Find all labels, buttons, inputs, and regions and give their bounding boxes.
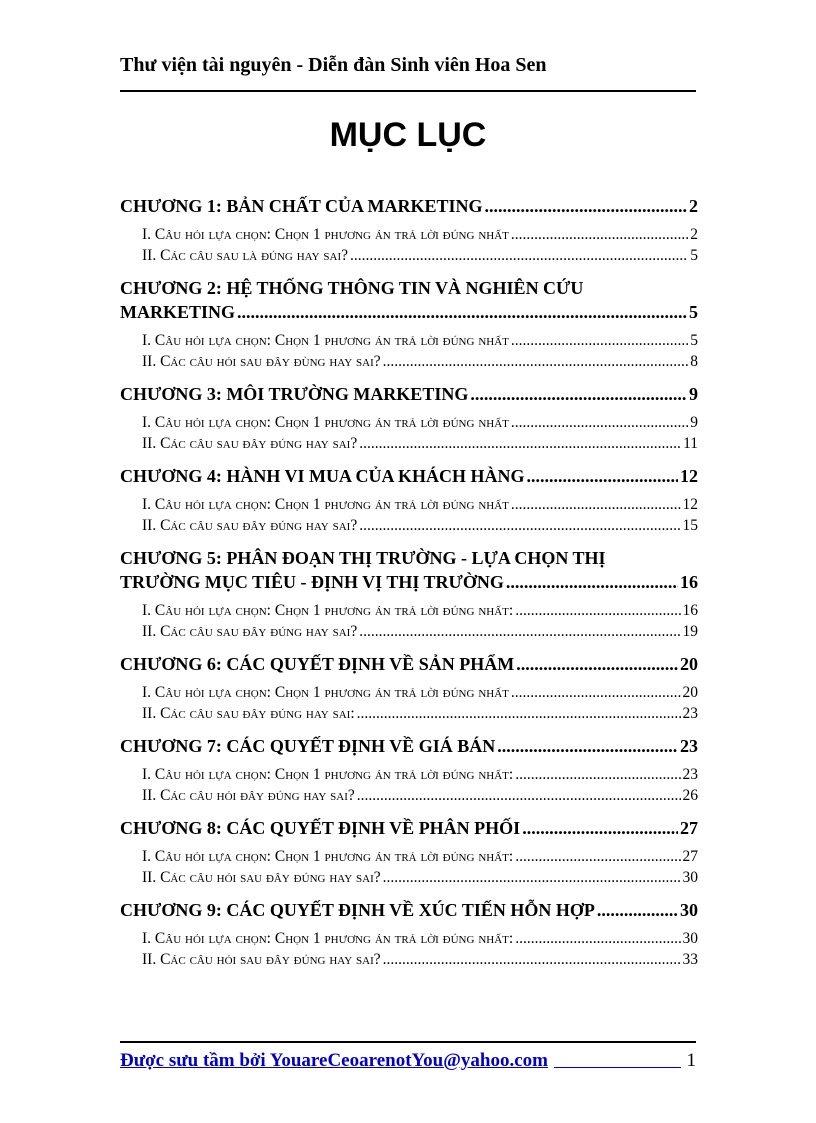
subsection-title: I. Câu hỏi lựa chọn: Chọn 1 phương án trả lời đúng nhất (142, 226, 509, 243)
footer-underline (554, 1066, 681, 1068)
dot-leader (485, 194, 687, 218)
subsection-title: I. Câu hỏi lựa chọn: Chọn 1 phương án trả lời đúng nhất: (142, 930, 514, 947)
subsection-title: I. Câu hỏi lựa chọn: Chọn 1 phương án trả lời đúng nhất (142, 414, 509, 431)
dot-leader (383, 351, 689, 372)
dot-leader (506, 570, 678, 594)
toc-subsections (120, 224, 698, 266)
subsection-page-number: 5 (690, 247, 698, 264)
subsection-title: II. Các câu sau đây đúng hay sai? (142, 435, 358, 452)
subsection-page-number: 23 (682, 705, 698, 722)
chapter-title: CHƯƠNG 4: HÀNH VI MUA CỦA KHÁCH HÀNG (120, 466, 525, 486)
subsection-page-number: 5 (690, 332, 698, 349)
footer-credit-link[interactable]: Được sưu tầm bởi YouareCeoarenotYou@yahoo.com (120, 1050, 548, 1071)
chapter-page-number: 5 (689, 302, 698, 322)
dot-leader (516, 652, 678, 676)
subsection-page-number: 11 (683, 435, 698, 452)
toc-chapter[interactable] (120, 652, 698, 676)
chapter-page-number: 2 (689, 196, 698, 216)
dot-leader (515, 600, 680, 621)
chapter-page-number: 23 (680, 736, 698, 756)
chapter-title: CHƯƠNG 2: HỆ THỐNG THÔNG TIN VÀ NGHIÊN CỨU (120, 278, 584, 298)
toc-chapter[interactable] (120, 898, 698, 922)
subsection-page-number: 8 (690, 353, 698, 370)
toc-subsections (120, 330, 698, 372)
toc-subsection[interactable] (142, 867, 698, 888)
subsection-title: II. Các câu hỏi sau đây đúng hay sai? (142, 951, 381, 968)
subsection-title: I. Câu hỏi lựa chọn: Chọn 1 phương án trả lời đúng nhất (142, 496, 509, 513)
subsection-title: II. Các câu sau đây đúng hay sai? (142, 517, 358, 534)
toc-chapter[interactable] (120, 816, 698, 840)
page-title: MỤC LỤC (329, 116, 487, 154)
toc-subsection[interactable] (142, 433, 698, 454)
dot-leader (497, 734, 678, 758)
dot-leader (383, 949, 681, 970)
subsection-title: I. Câu hỏi lựa chọn: Chọn 1 phương án trả lời đúng nhất: (142, 602, 514, 619)
chapter-title-continued: MARKETING (120, 302, 236, 322)
dot-leader (359, 515, 680, 536)
subsection-page-number: 20 (682, 684, 698, 701)
subsection-title: I. Câu hỏi lựa chọn: Chọn 1 phương án trả lời đúng nhất (142, 684, 509, 701)
dot-leader (515, 764, 680, 785)
subsection-page-number: 2 (690, 226, 698, 243)
footer-divider (120, 1041, 696, 1043)
toc-subsection[interactable] (142, 846, 698, 867)
header-title: Thư viện tài nguyên - Diễn đàn Sinh viên Hoa Sen (120, 54, 547, 76)
toc-subsection[interactable] (142, 412, 698, 433)
dot-leader (383, 867, 681, 888)
toc-subsections (120, 764, 698, 806)
dot-leader (522, 816, 678, 840)
dot-leader (597, 898, 678, 922)
dot-leader (237, 300, 687, 324)
dot-leader (357, 703, 681, 724)
chapter-title: CHƯƠNG 8: CÁC QUYẾT ĐỊNH VỀ PHÂN PHỐI (120, 818, 521, 838)
toc-chapter[interactable] (120, 194, 698, 218)
chapter-page-number: 9 (689, 384, 698, 404)
chapter-title-continued: TRƯỜNG MỤC TIÊU - ĐỊNH VỊ THỊ TRƯỜNG (120, 572, 504, 592)
dot-leader (350, 245, 688, 266)
subsection-title: I. Câu hỏi lựa chọn: Chọn 1 phương án trả lời đúng nhất (142, 332, 509, 349)
subsection-page-number: 30 (682, 869, 698, 886)
toc-subsection[interactable] (142, 494, 698, 515)
footer (120, 1050, 696, 1072)
dot-leader (527, 464, 679, 488)
toc-chapter[interactable] (120, 276, 698, 324)
toc-subsection[interactable] (142, 682, 698, 703)
toc-subsections (120, 494, 698, 536)
dot-leader (515, 846, 680, 867)
toc-subsection[interactable] (142, 621, 698, 642)
toc-subsection[interactable] (142, 351, 698, 372)
page-number: 1 (686, 1050, 696, 1071)
chapter-title: CHƯƠNG 6: CÁC QUYẾT ĐỊNH VỀ SẢN PHẨM (120, 654, 515, 674)
table-of-contents (120, 194, 698, 980)
chapter-page-number: 30 (680, 900, 698, 920)
toc-chapter[interactable] (120, 546, 698, 594)
toc-subsection[interactable] (142, 928, 698, 949)
subsection-page-number: 33 (682, 951, 698, 968)
toc-subsection[interactable] (142, 764, 698, 785)
dot-leader (511, 412, 688, 433)
chapter-title: CHƯƠNG 1: BẢN CHẤT CỦA MARKETING (120, 196, 483, 216)
dot-leader (511, 330, 688, 351)
subsection-page-number: 26 (682, 787, 698, 804)
toc-subsections (120, 928, 698, 970)
subsection-title: II. Các câu sau đây đúng hay sai: (142, 705, 355, 722)
chapter-title: CHƯƠNG 7: CÁC QUYẾT ĐỊNH VỀ GIÁ BÁN (120, 736, 496, 756)
subsection-title: I. Câu hỏi lựa chọn: Chọn 1 phương án trả lời đúng nhất: (142, 848, 514, 865)
toc-subsection[interactable] (142, 949, 698, 970)
toc-chapter[interactable] (120, 464, 698, 488)
dot-leader (470, 382, 687, 406)
chapter-page-number: 12 (680, 466, 698, 486)
subsection-page-number: 27 (682, 848, 698, 865)
dot-leader (357, 785, 681, 806)
toc-subsection[interactable] (142, 245, 698, 266)
subsection-page-number: 23 (682, 766, 698, 783)
toc-subsections (120, 682, 698, 724)
chapter-page-number: 27 (680, 818, 698, 838)
chapter-page-number: 20 (680, 654, 698, 674)
toc-subsection[interactable] (142, 224, 698, 245)
toc-subsection[interactable] (142, 600, 698, 621)
subsection-page-number: 15 (682, 517, 698, 534)
subsection-page-number: 16 (682, 602, 698, 619)
toc-subsection[interactable] (142, 330, 698, 351)
chapter-title: CHƯƠNG 3: MÔI TRƯỜNG MARKETING (120, 384, 469, 404)
chapter-page-number: 16 (680, 572, 698, 592)
subsection-title: II. Các câu sau là đúng hay sai? (142, 247, 349, 264)
dot-leader (511, 682, 681, 703)
subsection-page-number: 12 (682, 496, 698, 513)
subsection-title: II. Các câu hỏi sau đây đúng hay sai? (142, 869, 381, 886)
subsection-page-number: 19 (682, 623, 698, 640)
toc-chapter[interactable] (120, 734, 698, 758)
subsection-page-number: 30 (682, 930, 698, 947)
dot-leader (359, 433, 681, 454)
subsection-title: II. Các câu hỏi đây đúng hay sai? (142, 787, 355, 804)
chapter-title: CHƯƠNG 9: CÁC QUYẾT ĐỊNH VỀ XÚC TIẾN HỖN HỢP (120, 900, 595, 920)
subsection-title: I. Câu hỏi lựa chọn: Chọn 1 phương án trả lời đúng nhất: (142, 766, 514, 783)
toc-chapter[interactable] (120, 382, 698, 406)
toc-subsection[interactable] (142, 515, 698, 536)
toc-subsections (120, 846, 698, 888)
subsection-title: II. Các câu sau đây đúng hay sai? (142, 623, 358, 640)
header-divider (120, 90, 696, 92)
subsection-page-number: 9 (690, 414, 698, 431)
dot-leader (511, 224, 688, 245)
dot-leader (511, 494, 681, 515)
toc-subsections (120, 412, 698, 454)
chapter-title: CHƯƠNG 5: PHÂN ĐOẠN THỊ TRƯỜNG - LỰA CHỌN THỊ (120, 548, 606, 568)
dot-leader (515, 928, 680, 949)
subsection-title: II. Các câu hỏi sau đây đùng hay sai? (142, 353, 381, 370)
toc-subsections (120, 600, 698, 642)
toc-subsection[interactable] (142, 703, 698, 724)
toc-subsection[interactable] (142, 785, 698, 806)
dot-leader (359, 621, 680, 642)
